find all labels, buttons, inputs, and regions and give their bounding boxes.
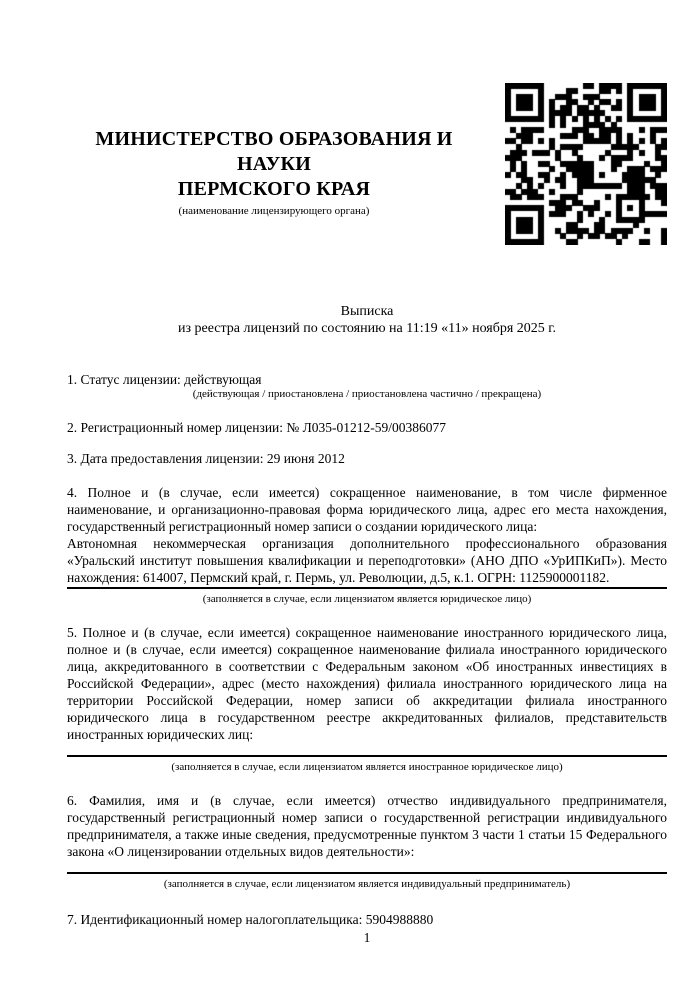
item-text: 3. Дата предоставления лицензии: 29 июня 2012 <box>67 451 345 466</box>
fill-in-line <box>67 587 667 589</box>
page-number: 1 <box>363 930 371 945</box>
item-text: 5. Полное и (в случае, если имеется) сокращенное наименование иностранного юридического лица, полное и (в случае, если имеется) сокращенное наименование филиала иностранного юридического лица, аккредитованного в соответствии с Федеральным законом «Об иностранных инвестициях в Российской Федерации», адрес (место нахождения) филиала иностранного юридического лица на территории Российской Федерации, номер записи об аккредитации филиала иностранного юридического лица в государственном реестре аккредитованных филиалов, представительств иностранных юридических лиц: <box>67 625 667 742</box>
item-text: 6. Фамилия, имя и (в случае, если имеется) отчество индивидуального предпринимателя, государственный регистрационный номер записи о государственной регистрации индивидуального предпринимателя, а также иные сведения, предусмотренные пунктом 3 части 1 статьи 15 Федерального закона «О лицензировании отдельных видов деятельности»: <box>67 793 667 859</box>
document-body <box>67 303 667 928</box>
item-caption: (действующая / приостановлена / приостановлена частично / прекращена) <box>192 388 542 400</box>
title-line1: Выписка <box>340 304 394 319</box>
ministry-name-line1: МИНИСТЕРСТВО ОБРАЗОВАНИЯ И НАУКИ <box>95 128 453 175</box>
item-individual-entrepreneur <box>67 792 667 891</box>
item-caption: (заполняется в случае, если лицензиатом является иностранное юридическое лицо) <box>171 761 563 773</box>
item-caption: (заполняется в случае, если лицензиатом является юридическое лицо) <box>202 593 532 605</box>
item-foreign-legal-entity <box>67 624 667 774</box>
fill-in-line <box>67 872 667 874</box>
item-taxpayer-number <box>67 911 667 928</box>
item-legal-entity <box>67 484 667 606</box>
item-text: 7. Идентификационный номер налогоплательщика: 5904988880 <box>67 912 434 927</box>
ministry-name-line2: ПЕРМСКОГО КРАЯ <box>177 178 371 200</box>
licensing-authority-header <box>67 127 481 218</box>
ministry-caption: (наименование лицензирующего органа) <box>178 205 370 217</box>
title-line2: из реестра лицензий по состоянию на 11:19 «11» ноября 2025 г. <box>178 321 556 336</box>
item-caption: (заполняется в случае, если лицензиатом является индивидуальный предприниматель) <box>163 878 571 890</box>
document-title <box>67 303 667 337</box>
item-value: Автономная некоммерческая организация дополнительного профессионального образования «Уральский институт повышения квалификации и переподготовки» (АНО ДПО «УрИПКиП»). Место нахождения: 614007, Пермский край, г. Пермь, ул. Революции, д.5, к.1. ОГРН: 1125900001182. <box>67 536 667 585</box>
item-text: 4. Полное и (в случае, если имеется) сокращенное наименование, в том числе фирменное наименование, и организационно-правовая форма юридического лица, адрес его места нахождения, государственный регистрационный номер записи о создании юридического лица: <box>67 485 667 534</box>
item-text: 2. Регистрационный номер лицензии: № Л035-01212-59/00386077 <box>67 420 447 435</box>
qr-code-icon <box>505 83 667 245</box>
item-registration-number <box>67 419 667 436</box>
item-grant-date <box>67 450 667 467</box>
item-license-status <box>67 371 667 401</box>
fill-in-line <box>67 755 667 757</box>
item-text: 1. Статус лицензии: действующая <box>67 372 262 387</box>
